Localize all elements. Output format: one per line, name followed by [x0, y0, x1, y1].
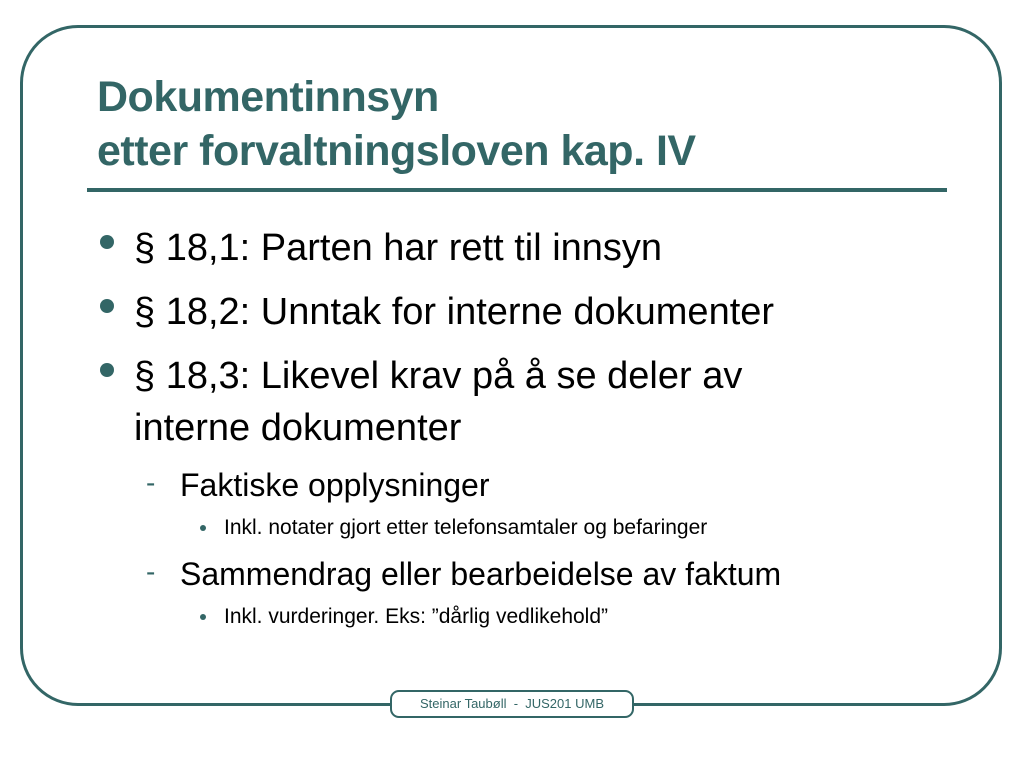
bullet-text: § 18,1: Parten har rett til innsyn	[134, 227, 663, 269]
sub-bullet-text: Faktiske opplysninger	[180, 467, 490, 503]
dash-icon: -	[146, 467, 156, 498]
bullet-text: interne dokumenter	[134, 407, 462, 449]
dash-icon: -	[146, 556, 156, 587]
small-dot-icon	[200, 525, 206, 531]
sub-sub-bullet-item	[224, 514, 707, 542]
title-line-2: etter forvaltningsloven kap. IV	[97, 127, 696, 175]
small-dot-icon	[200, 614, 206, 620]
sub-bullet-item	[146, 465, 490, 505]
sub-bullet-item	[146, 554, 782, 594]
sub-sub-bullet-text: Inkl. notater gjort etter telefonsamtaler og befaringer	[224, 516, 708, 539]
slide-footer: Steinar Taubøll - JUS201 UMB	[390, 690, 634, 718]
bullet-dot-icon	[100, 235, 114, 249]
bullet-item	[134, 350, 742, 402]
bullet-text: § 18,2: Unntak for interne dokumenter	[134, 291, 775, 333]
sub-sub-bullet-text: Inkl. vurderinger. Eks: ”dårlig vedlikehold”	[224, 605, 609, 628]
sub-sub-bullet-item	[224, 603, 608, 631]
bullet-item	[134, 222, 662, 274]
sub-bullet-text: Sammendrag eller bearbeidelse av faktum	[180, 556, 782, 592]
bullet-dot-icon	[100, 363, 114, 377]
title-line-1: Dokumentinnsyn	[97, 73, 439, 121]
bullet-item	[134, 286, 774, 338]
bullet-dot-icon	[100, 299, 114, 313]
bullet-text: § 18,3: Likevel krav på å se deler av	[134, 355, 743, 397]
bullet-continuation	[134, 402, 461, 454]
